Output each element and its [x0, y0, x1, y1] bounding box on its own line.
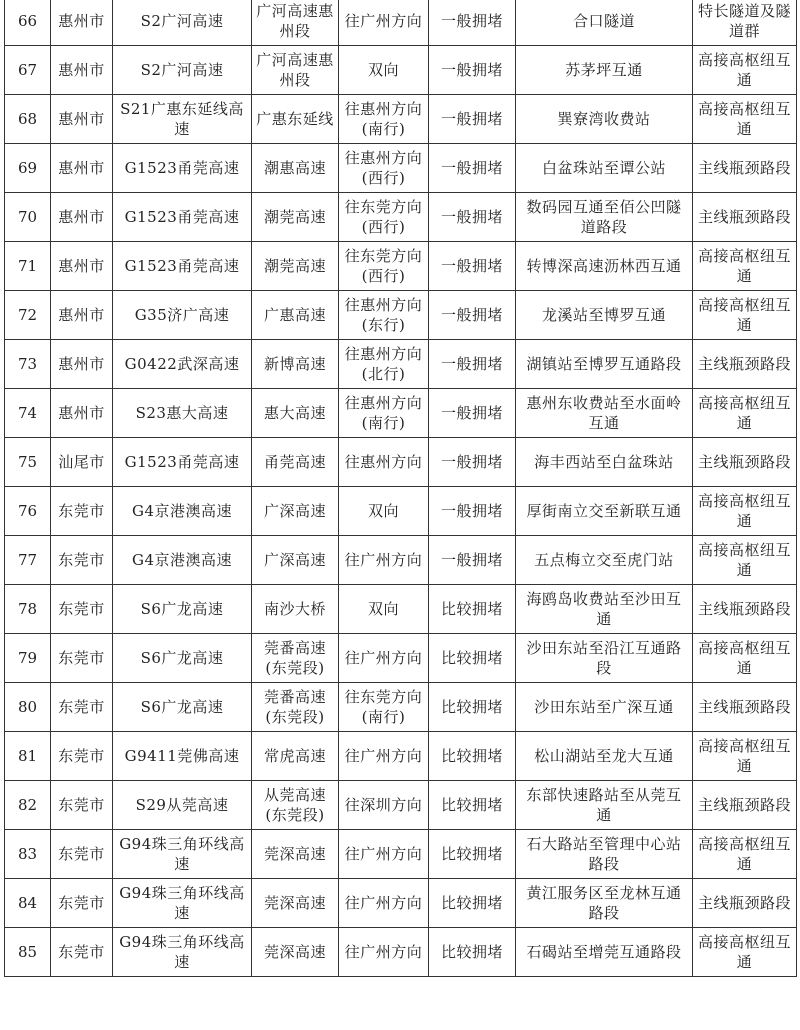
direction-cell: 往广州方向 — [339, 536, 429, 585]
direction-cell: 往东莞方向(南行) — [339, 683, 429, 732]
node-type-cell: 主线瓶颈路段 — [693, 683, 797, 732]
congestion-level-cell: 比较拥堵 — [429, 732, 516, 781]
location-cell: 白盆珠站至谭公站 — [516, 144, 693, 193]
location-cell: 海鸥岛收费站至沙田互通 — [516, 585, 693, 634]
node-type-cell: 高接高枢纽互通 — [693, 536, 797, 585]
row-number-cell: 69 — [5, 144, 51, 193]
highway-cell: S29从莞高速 — [113, 781, 252, 830]
location-cell: 黄江服务区至龙林互通路段 — [516, 879, 693, 928]
section-cell: 常虎高速 — [252, 732, 339, 781]
congestion-level-cell: 比较拥堵 — [429, 928, 516, 977]
location-cell: 湖镇站至博罗互通路段 — [516, 340, 693, 389]
direction-cell: 往广州方向 — [339, 732, 429, 781]
direction-cell: 往惠州方向 — [339, 438, 429, 487]
row-number-cell: 75 — [5, 438, 51, 487]
row-number-cell: 72 — [5, 291, 51, 340]
congestion-level-cell: 比较拥堵 — [429, 879, 516, 928]
highway-cell: G9411莞佛高速 — [113, 732, 252, 781]
location-cell: 东部快速路站至从莞互通 — [516, 781, 693, 830]
section-cell: 广惠高速 — [252, 291, 339, 340]
direction-cell: 双向 — [339, 487, 429, 536]
table-row — [5, 389, 797, 438]
congestion-level-cell: 一般拥堵 — [429, 291, 516, 340]
city-cell: 惠州市 — [51, 144, 113, 193]
table-row — [5, 487, 797, 536]
direction-cell: 往广州方向 — [339, 634, 429, 683]
city-cell: 惠州市 — [51, 291, 113, 340]
direction-cell: 双向 — [339, 46, 429, 95]
location-cell: 海丰西站至白盆珠站 — [516, 438, 693, 487]
table-row — [5, 144, 797, 193]
row-number-cell: 79 — [5, 634, 51, 683]
table-row — [5, 46, 797, 95]
location-cell: 龙溪站至博罗互通 — [516, 291, 693, 340]
highway-cell: G94珠三角环线高速 — [113, 928, 252, 977]
section-cell: 广深高速 — [252, 487, 339, 536]
section-cell: 潮惠高速 — [252, 144, 339, 193]
section-cell: 莞深高速 — [252, 928, 339, 977]
table-row — [5, 634, 797, 683]
location-cell: 沙田东站至沿江互通路段 — [516, 634, 693, 683]
congestion-level-cell: 比较拥堵 — [429, 830, 516, 879]
section-cell: 广河高速惠州段 — [252, 0, 339, 46]
city-cell: 东莞市 — [51, 830, 113, 879]
direction-cell: 双向 — [339, 585, 429, 634]
highway-cell: S2广河高速 — [113, 0, 252, 46]
direction-cell: 往东莞方向(西行) — [339, 193, 429, 242]
city-cell: 东莞市 — [51, 634, 113, 683]
city-cell: 东莞市 — [51, 585, 113, 634]
location-cell: 五点梅立交至虎门站 — [516, 536, 693, 585]
section-cell: 莞深高速 — [252, 879, 339, 928]
congestion-level-cell: 一般拥堵 — [429, 46, 516, 95]
city-cell: 惠州市 — [51, 46, 113, 95]
table-row — [5, 291, 797, 340]
section-cell: 惠大高速 — [252, 389, 339, 438]
highway-cell: S21广惠东延线高速 — [113, 95, 252, 144]
highway-cell: G1523甬莞高速 — [113, 193, 252, 242]
congestion-level-cell: 一般拥堵 — [429, 0, 516, 46]
node-type-cell: 高接高枢纽互通 — [693, 830, 797, 879]
highway-cell: G94珠三角环线高速 — [113, 830, 252, 879]
node-type-cell: 高接高枢纽互通 — [693, 46, 797, 95]
node-type-cell: 高接高枢纽互通 — [693, 732, 797, 781]
table-row — [5, 585, 797, 634]
section-cell: 南沙大桥 — [252, 585, 339, 634]
node-type-cell: 高接高枢纽互通 — [693, 487, 797, 536]
node-type-cell: 高接高枢纽互通 — [693, 634, 797, 683]
city-cell: 惠州市 — [51, 340, 113, 389]
congestion-level-cell: 一般拥堵 — [429, 438, 516, 487]
highway-cell: S23惠大高速 — [113, 389, 252, 438]
location-cell: 巽寮湾收费站 — [516, 95, 693, 144]
node-type-cell: 高接高枢纽互通 — [693, 389, 797, 438]
city-cell: 惠州市 — [51, 242, 113, 291]
city-cell: 惠州市 — [51, 95, 113, 144]
row-number-cell: 82 — [5, 781, 51, 830]
city-cell: 东莞市 — [51, 536, 113, 585]
direction-cell: 往惠州方向(西行) — [339, 144, 429, 193]
congestion-level-cell: 一般拥堵 — [429, 144, 516, 193]
table-row — [5, 242, 797, 291]
row-number-cell: 78 — [5, 585, 51, 634]
node-type-cell: 高接高枢纽互通 — [693, 242, 797, 291]
location-cell: 合口隧道 — [516, 0, 693, 46]
section-cell: 从莞高速(东莞段) — [252, 781, 339, 830]
location-cell: 惠州东收费站至水面岭互通 — [516, 389, 693, 438]
location-cell: 石大路站至管理中心站路段 — [516, 830, 693, 879]
table-row — [5, 830, 797, 879]
direction-cell: 往广州方向 — [339, 928, 429, 977]
congestion-level-cell: 一般拥堵 — [429, 95, 516, 144]
table-row — [5, 95, 797, 144]
city-cell: 东莞市 — [51, 781, 113, 830]
location-cell: 转博深高速沥林西互通 — [516, 242, 693, 291]
direction-cell: 往深圳方向 — [339, 781, 429, 830]
congestion-table — [4, 0, 797, 977]
table-row — [5, 193, 797, 242]
direction-cell: 往惠州方向(南行) — [339, 95, 429, 144]
table-row — [5, 781, 797, 830]
row-number-cell: 85 — [5, 928, 51, 977]
node-type-cell: 高接高枢纽互通 — [693, 95, 797, 144]
table-row — [5, 683, 797, 732]
city-cell: 东莞市 — [51, 487, 113, 536]
node-type-cell: 高接高枢纽互通 — [693, 291, 797, 340]
location-cell: 数码园互通至佰公凹隧道路段 — [516, 193, 693, 242]
direction-cell: 往广州方向 — [339, 0, 429, 46]
city-cell: 东莞市 — [51, 879, 113, 928]
congestion-level-cell: 比较拥堵 — [429, 683, 516, 732]
congestion-level-cell: 一般拥堵 — [429, 193, 516, 242]
highway-cell: G0422武深高速 — [113, 340, 252, 389]
highway-cell: G4京港澳高速 — [113, 487, 252, 536]
section-cell: 莞番高速(东莞段) — [252, 683, 339, 732]
city-cell: 东莞市 — [51, 683, 113, 732]
row-number-cell: 73 — [5, 340, 51, 389]
city-cell: 惠州市 — [51, 389, 113, 438]
highway-cell: G1523甬莞高速 — [113, 242, 252, 291]
direction-cell: 往惠州方向(东行) — [339, 291, 429, 340]
row-number-cell: 80 — [5, 683, 51, 732]
direction-cell: 往东莞方向(西行) — [339, 242, 429, 291]
row-number-cell: 70 — [5, 193, 51, 242]
node-type-cell: 主线瓶颈路段 — [693, 879, 797, 928]
row-number-cell: 81 — [5, 732, 51, 781]
congestion-level-cell: 一般拥堵 — [429, 340, 516, 389]
section-cell: 莞番高速(东莞段) — [252, 634, 339, 683]
section-cell: 莞深高速 — [252, 830, 339, 879]
table-row — [5, 879, 797, 928]
node-type-cell: 特长隧道及隧道群 — [693, 0, 797, 46]
congestion-level-cell: 一般拥堵 — [429, 389, 516, 438]
row-number-cell: 77 — [5, 536, 51, 585]
congestion-level-cell: 一般拥堵 — [429, 536, 516, 585]
highway-cell: G4京港澳高速 — [113, 536, 252, 585]
row-number-cell: 76 — [5, 487, 51, 536]
highway-cell: S6广龙高速 — [113, 585, 252, 634]
node-type-cell: 主线瓶颈路段 — [693, 144, 797, 193]
table-row — [5, 340, 797, 389]
node-type-cell: 主线瓶颈路段 — [693, 585, 797, 634]
highway-cell: G1523甬莞高速 — [113, 438, 252, 487]
location-cell: 苏茅坪互通 — [516, 46, 693, 95]
city-cell: 汕尾市 — [51, 438, 113, 487]
table-row — [5, 732, 797, 781]
node-type-cell: 主线瓶颈路段 — [693, 438, 797, 487]
city-cell: 东莞市 — [51, 732, 113, 781]
direction-cell: 往广州方向 — [339, 879, 429, 928]
row-number-cell: 83 — [5, 830, 51, 879]
row-number-cell: 68 — [5, 95, 51, 144]
table-row — [5, 438, 797, 487]
node-type-cell: 主线瓶颈路段 — [693, 781, 797, 830]
highway-cell: S2广河高速 — [113, 46, 252, 95]
congestion-level-cell: 一般拥堵 — [429, 487, 516, 536]
node-type-cell: 主线瓶颈路段 — [693, 340, 797, 389]
location-cell: 厚街南立交至新联互通 — [516, 487, 693, 536]
row-number-cell: 67 — [5, 46, 51, 95]
highway-cell: G94珠三角环线高速 — [113, 879, 252, 928]
row-number-cell: 74 — [5, 389, 51, 438]
direction-cell: 往惠州方向(南行) — [339, 389, 429, 438]
city-cell: 惠州市 — [51, 0, 113, 46]
city-cell: 惠州市 — [51, 193, 113, 242]
highway-cell: G35济广高速 — [113, 291, 252, 340]
section-cell: 潮莞高速 — [252, 242, 339, 291]
congestion-level-cell: 比较拥堵 — [429, 781, 516, 830]
row-number-cell: 84 — [5, 879, 51, 928]
highway-cell: G1523甬莞高速 — [113, 144, 252, 193]
section-cell: 新博高速 — [252, 340, 339, 389]
congestion-level-cell: 比较拥堵 — [429, 634, 516, 683]
table-row — [5, 928, 797, 977]
location-cell: 沙田东站至广深互通 — [516, 683, 693, 732]
section-cell: 潮莞高速 — [252, 193, 339, 242]
highway-cell: S6广龙高速 — [113, 634, 252, 683]
congestion-level-cell: 一般拥堵 — [429, 242, 516, 291]
city-cell: 东莞市 — [51, 928, 113, 977]
node-type-cell: 主线瓶颈路段 — [693, 193, 797, 242]
table-body — [5, 0, 797, 977]
section-cell: 广深高速 — [252, 536, 339, 585]
node-type-cell: 高接高枢纽互通 — [693, 928, 797, 977]
row-number-cell: 71 — [5, 242, 51, 291]
table-row — [5, 0, 797, 46]
congestion-level-cell: 比较拥堵 — [429, 585, 516, 634]
section-cell: 广河高速惠州段 — [252, 46, 339, 95]
direction-cell: 往惠州方向(北行) — [339, 340, 429, 389]
location-cell: 石碣站至增莞互通路段 — [516, 928, 693, 977]
direction-cell: 往广州方向 — [339, 830, 429, 879]
section-cell: 甬莞高速 — [252, 438, 339, 487]
section-cell: 广惠东延线 — [252, 95, 339, 144]
highway-cell: S6广龙高速 — [113, 683, 252, 732]
table-row — [5, 536, 797, 585]
row-number-cell: 66 — [5, 0, 51, 46]
location-cell: 松山湖站至龙大互通 — [516, 732, 693, 781]
